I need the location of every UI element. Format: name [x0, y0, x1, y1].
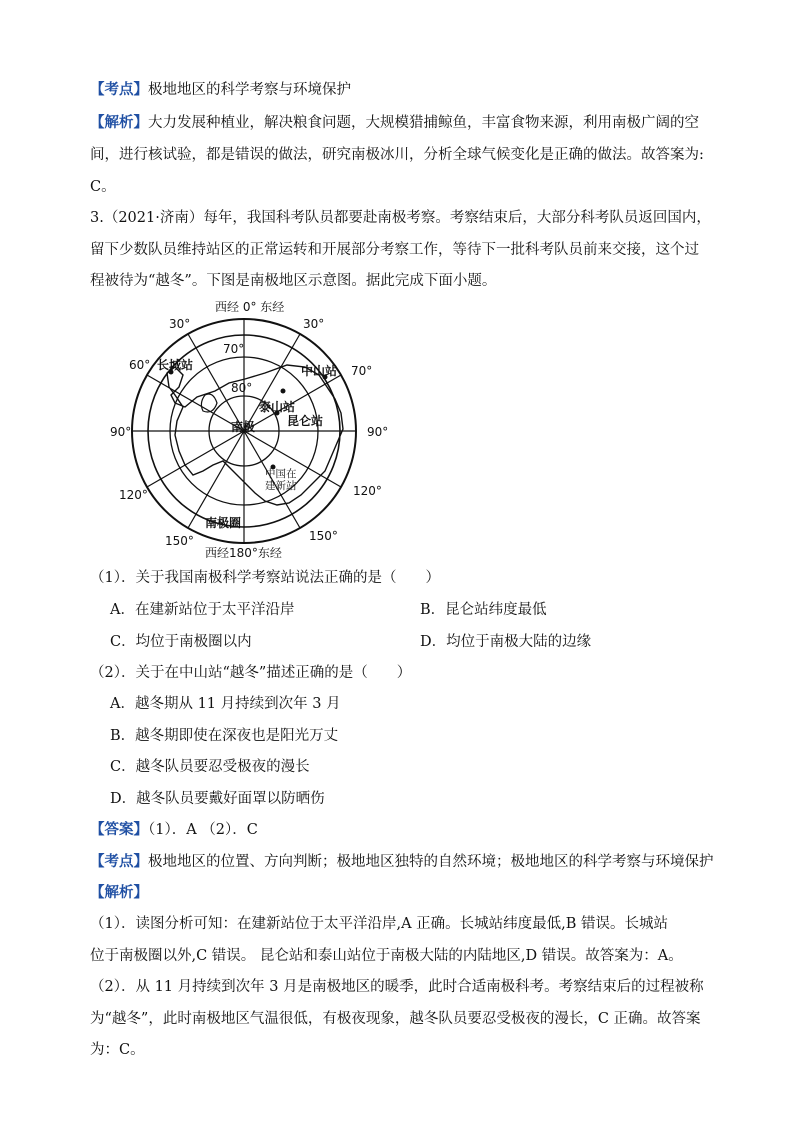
lon-60-left: 60° [129, 358, 151, 372]
sub1-option-b: B．昆仑站纬度最低 [420, 602, 547, 618]
lon-30-left: 30° [169, 317, 191, 331]
lon-150-left: 150° [165, 534, 194, 548]
ice-shelf [201, 394, 217, 412]
jiexi-2-tag: 【解析】 [90, 884, 148, 901]
lon-60-right: 70° [351, 364, 373, 378]
kunlun-label: 昆仑站 [287, 414, 324, 428]
lat-80-label: 80° [231, 381, 253, 395]
sub1-stem: （1）．关于我国南极科学考察站说法正确的是（ ） [90, 570, 440, 586]
sub1-option-c: C．均位于南极圈以内 [110, 634, 252, 650]
jiexi-2-p1-line2: 位于南极圈以外,C 错误。 昆仑站和泰山站位于南极大陆的内陆地区,D 错误。故答案为：A。 [90, 948, 683, 964]
jiexi-tag: 【解析】 [90, 114, 148, 131]
jiexi-text: 大力发展种植业，解决粮食问题，大规模猎捕鲸鱼，丰富食物来源，利用南极广阔的空 [148, 115, 699, 131]
jiexi-2-p2-line3: 为：C。 [90, 1042, 145, 1058]
kaodian-2-text: 极地地区的位置、方向判断；极地地区独特的自然环境；极地地区的科学考察与环境保护 [148, 854, 714, 870]
kaodian-2 [90, 852, 714, 872]
question-3-line2: 留下少数队员维持站区的正常运转和开展部分考察工作，等待下一批科考队员前来交接，这个过 [90, 242, 699, 258]
antarctica-outline [167, 365, 343, 505]
lon-150-right: 150° [309, 529, 338, 543]
sub2-option-d: D．越冬队员要戴好面罩以防晒伤 [110, 791, 325, 807]
antarctic-circle-label: 南极圈 [205, 516, 242, 530]
lat-70-label: 70° [223, 342, 245, 356]
jiexi-2-p2-line2: 为“越冬”，此时南极地区气温很低，有极夜现象，越冬队员要忍受极夜的漫长，C 正确。故答案 [90, 1011, 701, 1027]
changcheng-label: 长城站 [157, 358, 194, 372]
map-bottom-label: 西经180°东经 [205, 546, 282, 560]
jiexi-2-p1-line1: （1）．读图分析可知：在建新站位于太平洋沿岸,A 正确。长城站纬度最低,B 错误。长城站 [90, 916, 669, 932]
jiexi-2-heading [90, 883, 148, 903]
new-station-label-1: 中国在 [265, 468, 297, 480]
antarctic-map [105, 295, 405, 565]
sub2-option-a: A．越冬期从 11 月持续到次年 3 月 [110, 696, 341, 712]
answer [90, 820, 258, 840]
jiexi-1-line3: C。 [90, 179, 116, 195]
new-station-label-2: 建新站 [265, 480, 297, 492]
question-3-line1: 3.（2021·济南）每年，我国科考队员都要赴南极考察。考察结束后，大部分科考队员返回国内， [90, 210, 711, 226]
south-pole-label: 南极 [231, 420, 256, 434]
kaodian-1 [90, 80, 351, 100]
sub1-option-a: A．在建新站位于太平洋沿岸 [110, 602, 295, 618]
jiexi-1-line1 [90, 113, 699, 133]
sub2-option-c: C．越冬队员要忍受极夜的漫长 [110, 759, 310, 775]
kaodian-text: 极地地区的科学考察与环境保护 [148, 82, 351, 98]
sub1-option-d: D．均位于南极大陆的边缘 [420, 634, 592, 650]
map-top-label: 西经 0° 东经 [215, 300, 285, 314]
sub2-stem: （2）．关于在中山站“越冬”描述正确的是（ ） [90, 665, 412, 681]
sub2-option-b: B．越冬期即使在深夜也是阳光万丈 [110, 728, 339, 744]
taishan-marker [281, 389, 286, 394]
kaodian-2-tag: 【考点】 [90, 853, 148, 870]
lon-90-right: 90° [367, 425, 389, 439]
jiexi-2-p2-line1: （2）．从 11 月持续到次年 3 月是南极地区的暖季，此时合适南极科考。考察结束后的过程被称 [90, 979, 704, 995]
lon-120-right: 120° [353, 484, 382, 498]
lon-30-right: 30° [303, 317, 325, 331]
kaodian-tag: 【考点】 [90, 81, 148, 98]
zhongshan-label: 中山站 [301, 364, 338, 378]
jiexi-1-line2: 间，进行核试验，都是错误的做法，研究南极冰川，分析全球气候变化是正确的做法。故答案为: [90, 147, 704, 163]
taishan-label: 泰山站 [259, 400, 296, 414]
lon-120-left: 120° [119, 488, 148, 502]
lon-90-left: 90° [110, 425, 132, 439]
question-3-line3: 程被待为“越冬”。下图是南极地区示意图。据此完成下面小题。 [90, 273, 497, 289]
answer-text: （1）．A （2）．C [148, 822, 258, 838]
answer-tag: 【答案】 [90, 821, 148, 838]
